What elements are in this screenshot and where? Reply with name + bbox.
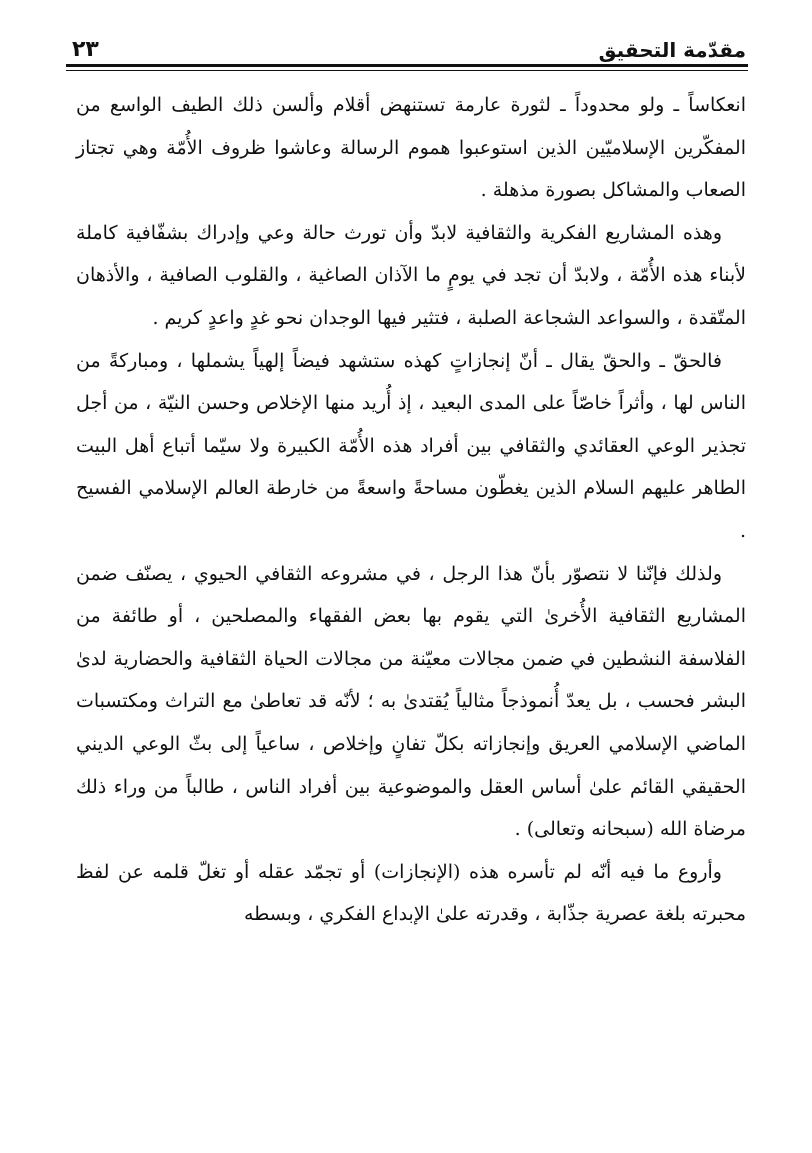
page-header bbox=[72, 22, 746, 62]
running-title: مقدّمة التحقيق bbox=[598, 38, 746, 62]
paragraph-3: فالحقّ ـ والحقّ يقال ـ أنّ إنجازاتٍ كهذه ستشهد فيضاً إلهياً يشملها ، ومباركةً من الناس لها ، وأثراً خاصّاً على المدى البعيد ، إذ أُريد منها الإخلاص وحسن النيّة ، من أجل تجذير الوعي العقائدي والثقافي بين أفراد هذه الأُمّة الكبيرة ولا سيّما أتباع أهل البيت الطاهر عليهم السلام الذين يغطّون مساحةً واسعةً من خارطة العالم الإسلامي الفسيح . bbox=[76, 349, 746, 542]
page-number: ٢٣ bbox=[72, 37, 99, 62]
header-rule-thin bbox=[66, 70, 748, 71]
body-text bbox=[76, 84, 746, 936]
paragraph-1: انعكاساً ـ ولو محدوداً ـ لثورة عارمة تستنهض أقلام وألسن ذلك الطيف الواسع من المفكّرين الإسلاميّين الذين استوعبوا هموم الرسالة وعاشوا ظروف الأُمّة وهي تجتاز الصعاب والمشاكل بصورة مذهلة . bbox=[76, 94, 746, 202]
paragraph-5: وأروع ما فيه أنّه لم تأسره هذه (الإنجازات) أو تجمّد عقله أو تغلّ قلمه عن لفظ محبرته بلغة عصرية جذّابة ، وقدرته علىٰ الإبداع الفكري ، وبسطه bbox=[76, 860, 746, 926]
paragraph-4: ولذلك فإنّنا لا نتصوّر بأنّ هذا الرجل ، في مشروعه الثقافي الحيوي ، يصنّف ضمن المشاريع الثقافية الأُخرىٰ التي يقوم بها بعض الفقهاء والمصلحين ، أو طائفة من الفلاسفة النشطين في ضمن مجالات معيّنة من مجالات الحياة الثقافية والحضارية لدىٰ البشر فحسب ، بل يعدّ أُنموذجاً مثالياً يُقتدىٰ به ؛ لأنّه قد تعاطىٰ مع التراث ومكتسبات الماضي الإسلامي العريق وإنجازاته بكلّ تفانٍ وإخلاص ، ساعياً إلى بثّ الوعي الديني الحقيقي القائم علىٰ أساس العقل والموضوعية بين أفراد الناس ، طالباً من وراء ذلك مرضاة الله (سبحانه وتعالى) . bbox=[76, 562, 746, 841]
paragraph-2: وهذه المشاريع الفكرية والثقافية لابدّ وأن تورث حالة وعي وإدراك بشفّافية كاملة لأبناء هذه الأُمّة ، ولابدّ أن تجد في يومٍ ما الآذان الصاغية ، والقلوب الصافية ، والأذهان المتّقدة ، والسواعد الشجاعة الصلبة ، فتثير فيها الوجدان نحو غدٍ واعدٍ كريم . bbox=[76, 221, 746, 329]
header-rule-thick bbox=[66, 64, 748, 67]
